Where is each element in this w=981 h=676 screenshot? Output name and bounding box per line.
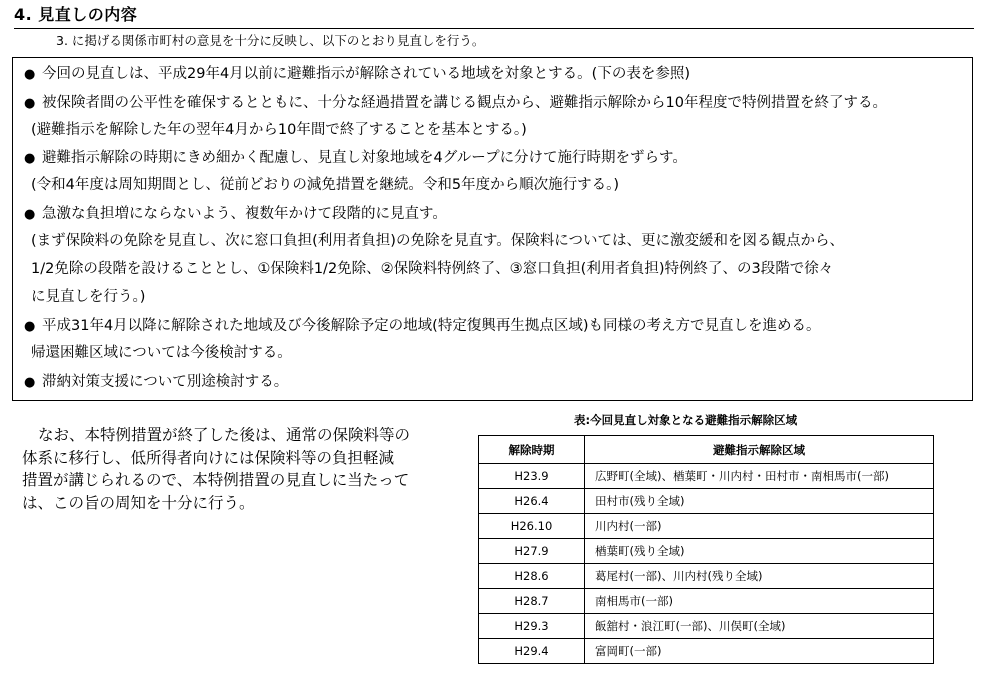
evacuation-area-table [478,435,934,664]
section-subline: 3. に掲げる関係市町村の意見を十分に反映し、以下のとおり見直しを行う。 [56,33,485,48]
table-row [479,514,934,539]
bullet-item [24,316,821,337]
bullet-icon: ● [24,207,36,222]
note-line: 措置が講じられるので、本特例措置の見直しに当たって [22,471,410,490]
bullet-text: 平成31年4月以降に解除された地域及び今後解除予定の地域(特定復興再生拠点区域)も同様の考え方で見直しを進める。 [42,318,821,334]
bullet-continuation: (まず保険料の免除を見直し、次に窓口負担(利用者負担)の免除を見直す。保険料については、更に激変緩和を図る観点から、 [31,233,845,249]
cell-area: 南相馬市(一部) [585,589,934,614]
bullet-icon: ● [24,67,36,82]
table-row [479,489,934,514]
bullet-item [24,148,687,169]
bullet-item [24,93,887,114]
note-line: なお、本特例措置が終了した後は、通常の保険料等の [38,426,411,444]
cell-area: 田村市(残り全域) [585,489,934,514]
column-header-date: 解除時期 [479,436,585,464]
note-line: は、この旨の周知を十分に行う。 [22,494,255,513]
bullet-icon: ● [24,375,36,390]
table-row [479,539,934,564]
bullet-text: 今回の見直しは、平成29年4月以前に避難指示が解除されている地域を対象とする。(下の表を参照) [42,66,690,82]
bullet-item [24,372,288,393]
table-row [479,614,934,639]
cell-date: H23.9 [479,464,585,489]
table-row [479,564,934,589]
cell-area: 富岡町(一部) [585,639,934,664]
bullet-icon: ● [24,319,36,334]
bullet-text: 急激な負担増にならないよう、複数年かけて段階的に見直す。 [42,206,447,222]
cell-date: H28.6 [479,564,585,589]
section-heading: 4. 見直しの内容 [14,4,974,29]
cell-date: H27.9 [479,539,585,564]
bullet-continuation: 帰還困難区域については今後検討する。 [31,345,292,361]
bullet-icon: ● [24,96,36,111]
bullet-icon: ● [24,151,36,166]
table-row [479,589,934,614]
cell-area: 広野町(全域)、楢葉町・川内村・田村市・南相馬市(一部) [585,464,934,489]
table-row [479,464,934,489]
bullet-text: 避難指示解除の時期にきめ細かく配慮し、見直し対象地域を4グループに分けて施行時期をずらす。 [42,150,687,166]
cell-date: H26.10 [479,514,585,539]
column-header-area: 避難指示解除区域 [585,436,934,464]
cell-area: 楢葉町(残り全域) [585,539,934,564]
cell-area: 葛尾村(一部)、川内村(残り全域) [585,564,934,589]
cell-area: 川内村(一部) [585,514,934,539]
cell-date: H29.3 [479,614,585,639]
bullet-continuation: (令和4年度は周知期間とし、従前どおりの減免措置を継続。令和5年度から順次施行する。) [31,177,620,193]
table-caption: 表:今回見直し対象となる避難指示解除区域 [574,413,798,427]
table-header-row [479,436,934,464]
bullet-item [24,64,690,85]
bullet-continuation: (避難指示を解除した年の翌年4月から10年間で終了することを基本とする。) [31,122,527,138]
cell-area: 飯舘村・浪江町(一部)、川俣町(全域) [585,614,934,639]
bullet-text: 被保険者間の公平性を確保するとともに、十分な経過措置を講じる観点から、避難指示解除から10年程度で特例措置を終了する。 [42,95,887,111]
table-row [479,639,934,664]
bullet-item [24,204,447,225]
bullet-continuation: 1/2免除の段階を設けることとし、①保険料1/2免除、②保険料特例終了、③窓口負担(利用者負担)特例終了、の3段階で徐々 [31,261,834,277]
cell-date: H29.4 [479,639,585,664]
bullet-continuation: に見直しを行う。) [31,289,146,305]
note-paragraph [22,424,462,515]
cell-date: H26.4 [479,489,585,514]
note-line: 体系に移行し、低所得者向けには保険料等の負担軽減 [22,448,395,467]
bullet-text: 滞納対策支援について別途検討する。 [42,374,289,390]
cell-date: H28.7 [479,589,585,614]
